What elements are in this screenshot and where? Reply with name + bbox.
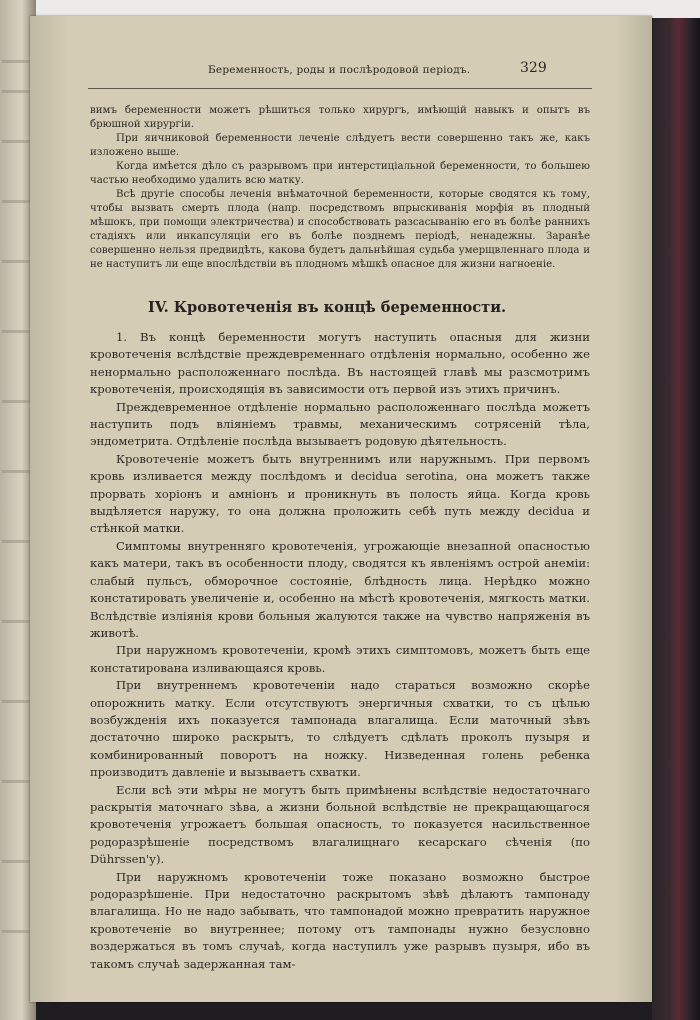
book-page: [30, 16, 652, 1002]
running-header: [30, 62, 652, 84]
paragraph: Симптомы внутренняго кровотеченія, угрожающіе внезапной опасностью какъ матери, такъ въ особенности плоду, сводятся къ явленіямъ острой анеміи: слабый пульсъ, обморочное состояніе, блѣдность лица. Нерѣдко можно констатировать увеличеніе и, особенно на мѣстѣ кровотеченія, мягкость матки. Вслѣдствіе изліянія крови больныя жалуются также на чувство напряженія въ животѣ.: [90, 538, 590, 640]
header-rule: [88, 88, 592, 89]
paragraph: вимъ беременности можетъ рѣшиться только хирургъ, имѣющій навыкъ и опытъ въ брюшной хирургіи.: [90, 105, 590, 130]
running-title: Беременность, роды и послѣродовой періодъ.: [208, 64, 471, 76]
paragraph: Всѣ другіе способы леченія внѣматочной беременности, которые сводятся къ тому, чтобы вызвать смерть плода (напр. посредствомъ впрыскиванія морфія въ плодный мѣшокъ, при помощи электричества) и способствовать разсасыванію его въ болѣе раннихъ стадіяхъ или инкапсуляціи его въ болѣе позднемъ періодѣ, ненадежны. Заранѣе совершенно нельзя предвидѣть, какова будетъ дальнѣйшая судьба умерщвленнаго плода и не наступитъ ли еще впослѣдствіи въ плодномъ мѣшкѣ опасное для жизни нагноеніе.: [90, 189, 590, 270]
paragraph: Если всѣ эти мѣры не могутъ быть примѣнены вслѣдствіе недостаточнаго раскрытія маточнаго зѣва, а жизни больной вслѣдствіе не прекращающагося кровотеченія угрожаетъ большая опасность, то показуется насильственное родоразрѣшеніе посредствомъ влагалищнаго кесарскаго сѣченія (по Dührssen'у).: [90, 782, 590, 867]
main-section: [90, 329, 590, 973]
section-heading: IV. Кровотеченія въ концѣ беременности.: [148, 299, 507, 316]
top-section: [90, 104, 590, 272]
page-number: 329: [520, 60, 547, 76]
paragraph: Когда имѣется дѣло съ разрывомъ при интерстиціальной беременности, то большею частью необходимо удалить всю матку.: [90, 161, 590, 186]
paragraph: 1. Въ концѣ беременности могутъ наступить опасныя для жизни кровотеченія вслѣдствіе преждевременнаго отдѣленія нормально, особенно же ненормально расположеннаго послѣда. Въ настоящей главѣ мы разсмотримъ кровотеченія, происходящія въ зависимости отъ первой изъ этихъ причинъ.: [90, 330, 590, 397]
paragraph: При яичниковой беременности леченіе слѣдуетъ вести совершенно такъ же, какъ изложено выше.: [90, 133, 590, 158]
paragraph: Кровотеченіе можетъ быть внутреннимъ или наружнымъ. При первомъ кровь изливается между послѣдомъ и decidua serotina, она можетъ также прорвать хоріонъ и амніонъ и проникнуть въ полость яйца. Когда кровь выдѣляется наружу, то она должна проложить себѣ путь между decidua и стѣнкой матки.: [90, 451, 590, 536]
paragraph: При внутреннемъ кровотеченіи надо стараться возможно скорѣе опорожнить матку. Если отсутствуютъ энергичныя схватки, то съ цѣлью возбужденія ихъ показуется тампонада влагалища. Если маточный зѣвъ достаточно широко раскрытъ, то слѣдуетъ сдѣлать проколъ пузыря и комбинированный поворотъ на ножку. Низведенная голень ребенка производитъ давленіе и вызываетъ схватки.: [90, 678, 590, 780]
paragraph: Преждевременное отдѣленіе нормально расположеннаго послѣда можетъ наступить подъ вліяніемъ травмы, механическимъ сотрясеній тѣла, эндометрита. Отдѣленіе послѣда вызываетъ родовую дѣятельность.: [90, 399, 590, 449]
paragraph: При наружномъ кровотеченіи, кромѣ этихъ симптомовъ, можетъ быть еще констатирована изливающаяся кровь.: [90, 643, 590, 675]
paragraph: При наружномъ кровотеченіи тоже показано возможно быстрое родоразрѣшеніе. При недостаточно раскрытомъ зѣвѣ дѣлаютъ тампонаду влагалища. Но не надо забывать, что тампонадой можно превратить наружное кровотеченіе во внутреннее; потому отъ тампонады нужно безусловно воздержаться въ томъ случаѣ, когда наступилъ уже разрывъ пузыря, ибо въ такомъ случаѣ задержанная там-: [90, 869, 590, 971]
book-spine-edge: [652, 18, 700, 1020]
